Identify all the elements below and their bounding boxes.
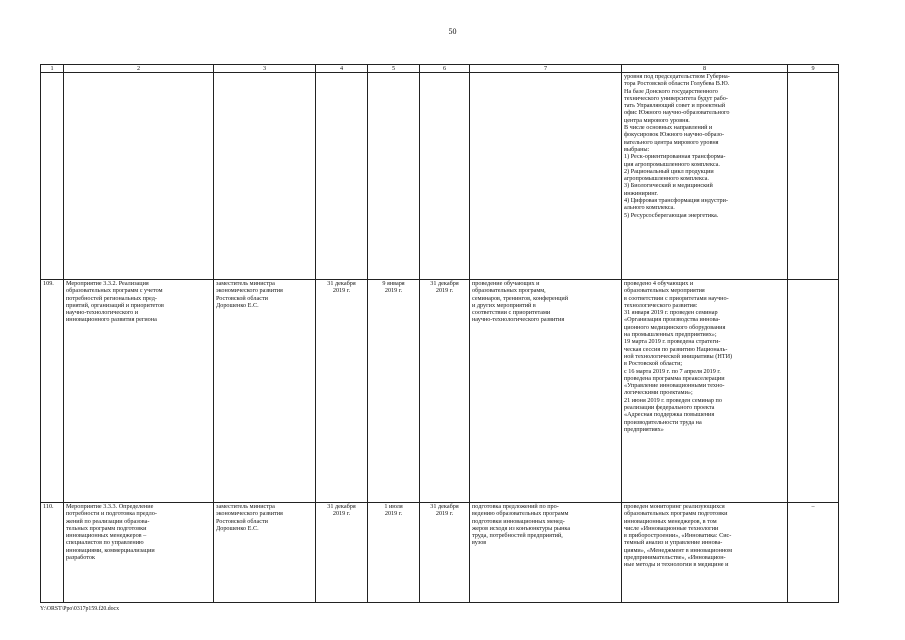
row-number-cell — [41, 73, 64, 280]
text-line: подготовка предложений по про- — [472, 503, 559, 510]
text-line: на промышленных предприятиях»; — [624, 331, 717, 339]
text-line: 2019 г. — [435, 287, 454, 295]
text-line: 5) Ресурсосберегающая энергетика. — [624, 211, 719, 219]
text-line: 31 января 2019 г. проведен семинар — [624, 309, 718, 317]
table-header-row — [41, 65, 839, 73]
text-line: проведена программа преакселерации — [624, 374, 725, 382]
text-line: 2019 г. — [435, 510, 454, 518]
measure-name-cell — [64, 73, 214, 280]
text-line: числе «Инновационные технологии — [624, 524, 719, 532]
text-line: уровня под председательством Губерна- — [624, 73, 730, 80]
text-line: технологического развития: — [624, 301, 698, 309]
text-line: инновационного развития региона — [66, 316, 157, 324]
text-line: предприятиях» — [624, 425, 664, 433]
deviation-reason-cell — [788, 280, 839, 503]
text-line: проведено 4 обучающих и — [624, 280, 694, 287]
text-line: Мероприятие 3.3.2. Реализация — [66, 280, 149, 287]
actual-start-date-cell — [368, 73, 420, 280]
text-line: образовательных программ, — [472, 287, 546, 295]
text-line: в соответствии с приоритетами научно- — [624, 294, 729, 302]
text-line: соответствии с приоритетами — [472, 309, 551, 317]
text-line: труда, потребностей предприятий, — [472, 532, 563, 540]
text-line: ального комплекса. — [624, 204, 675, 212]
text-line: с 16 марта 2019 г. по 7 апреля 2019 г. — [624, 367, 721, 375]
responsible-person-cell — [214, 280, 316, 503]
text-line: экономического развития — [216, 510, 283, 518]
text-line: приятий, организаций и приоритетов — [66, 301, 164, 309]
column-number: 5 — [368, 65, 420, 73]
deviation-reason-cell — [788, 73, 839, 280]
actual-start-date-cell — [368, 280, 420, 503]
planned-date-cell — [316, 503, 368, 603]
text-line: разработок — [66, 554, 96, 562]
text-line: специалистов по управлению — [66, 539, 144, 547]
table-row — [41, 73, 839, 280]
text-line: 2019 г. — [332, 510, 351, 518]
text-line: проведен мониторинг реализующихся — [624, 503, 725, 510]
row-number-cell: 109. — [41, 280, 64, 503]
report-table — [40, 64, 839, 603]
expected-result-cell — [470, 280, 622, 503]
table-row — [41, 503, 839, 603]
text-line: Ростовской области — [216, 517, 268, 525]
actual-result-cell — [622, 503, 788, 603]
text-line: инновационных менеджеров, в том — [624, 517, 717, 525]
text-line: потребности и подготовка предло- — [66, 510, 157, 518]
text-line: ция агропромышленного комплекса. — [624, 160, 720, 168]
text-line: 19 марта 2019 г. проведена стратеги- — [624, 338, 721, 346]
text-line: инновациями, коммерциализации — [66, 546, 155, 554]
text-line: Дорошенко Е.С. — [216, 524, 259, 532]
planned-date-cell — [316, 280, 368, 503]
text-line: 1 июля — [384, 503, 403, 510]
text-line: технического университета будут рабо- — [624, 94, 728, 102]
planned-date-cell — [316, 73, 368, 280]
column-number: 4 — [316, 65, 368, 73]
text-line: Ростовской области — [216, 294, 268, 302]
actual-end-date-cell — [420, 503, 470, 603]
column-number: 6 — [420, 65, 470, 73]
text-line: предпринимательстве», «Инновацион- — [624, 554, 726, 562]
text-line: вузов — [472, 539, 487, 547]
text-line: производительности труда на — [624, 418, 702, 426]
text-line: подготовки инновационных менед- — [472, 517, 565, 525]
text-line: 31 декабря — [430, 280, 459, 287]
text-line: вательного центра мирового уровня — [624, 138, 719, 146]
responsible-person-cell — [214, 73, 316, 280]
text-line: образовательных мероприятия — [624, 287, 705, 295]
text-line: 31 декабря — [327, 503, 356, 510]
text-line: центра мирового уровня. — [624, 116, 690, 124]
text-line: 2) Рациональный цикл продукции — [624, 167, 714, 175]
text-line: в Ростовской области; — [624, 360, 683, 368]
column-number: 8 — [622, 65, 788, 73]
actual-end-date-cell — [420, 280, 470, 503]
actual-start-date-cell — [368, 503, 420, 603]
text-line: ные методы и технологии в медицине и — [624, 561, 729, 569]
text-line: 2019 г. — [384, 287, 403, 295]
text-line: жеров исходя из конъюнктуры рынка — [472, 524, 571, 532]
text-line: экономического развития — [216, 287, 283, 295]
table-row — [41, 280, 839, 503]
text-line: инжиниринг. — [624, 189, 658, 197]
text-line: агропромышленного комплекса. — [624, 175, 709, 183]
text-line: потребностей региональных пред- — [66, 294, 157, 302]
actual-result-cell — [622, 280, 788, 503]
text-line: логическими проектами»; — [624, 389, 693, 397]
text-line: «Управление инновационными техно- — [624, 382, 725, 390]
text-line: образовательных программ подготовки — [624, 510, 728, 518]
text-line: 3) Биологический и медицинский — [624, 182, 713, 190]
page-number: 50 — [448, 27, 457, 36]
text-line: На базе Донского государственного — [624, 87, 718, 95]
actual-result-cell — [622, 73, 788, 280]
text-line: 4) Цифровая трансформация индустри- — [624, 197, 729, 205]
text-line: фокусировок Южного научно-образо- — [624, 131, 725, 139]
text-line: 31 декабря — [430, 503, 459, 510]
text-line: В числе основных направлений и — [624, 124, 713, 132]
text-line: семинаров, тренингов, конференций — [472, 294, 569, 302]
column-number: 9 — [788, 65, 839, 73]
text-line: заместитель министра — [216, 503, 275, 510]
text-line: офис Южного научно-образовательного — [624, 109, 730, 117]
column-number: 3 — [214, 65, 316, 73]
text-line: жений по реализации образова- — [66, 517, 150, 525]
text-line: проведение обучающих и — [472, 280, 540, 287]
text-line: выбраны: — [624, 145, 650, 153]
expected-result-cell — [470, 73, 622, 280]
text-line: научно-технологического и — [66, 309, 139, 317]
text-line: заместитель министра — [216, 280, 275, 287]
column-number: 1 — [41, 65, 64, 73]
text-line: тора Ростовской области Голубева В.Ю. — [624, 80, 730, 88]
text-line: в приборостроении», «Инноватика: Сис- — [624, 532, 732, 540]
text-line: 2019 г. — [332, 287, 351, 295]
row-number-cell: 110. — [41, 503, 64, 603]
text-line: 21 июня 2019 г. проведен семинар по — [624, 396, 722, 404]
text-line: ческая сессия по развитию Националь- — [624, 345, 728, 353]
text-line: и других мероприятий в — [472, 301, 536, 309]
text-line: темный анализ и управление иннова- — [624, 539, 723, 547]
column-number: 2 — [64, 65, 214, 73]
expected-result-cell — [470, 503, 622, 603]
text-line: ведению образовательных программ — [472, 510, 569, 518]
responsible-person-cell — [214, 503, 316, 603]
text-line: инновационных менеджеров – — [66, 532, 147, 540]
text-line: образовательных программ с учетом — [66, 287, 163, 295]
text-line: 31 декабря — [327, 280, 356, 287]
actual-end-date-cell — [420, 73, 470, 280]
text-line: 9 января — [382, 280, 405, 287]
text-line: научно-технологического развития — [472, 316, 565, 324]
text-line: 1) Реск-ориентированная трансформа- — [624, 153, 726, 161]
text-line: тать Управляющий совет и проектный — [624, 102, 726, 110]
measure-name-cell — [64, 280, 214, 503]
text-line: «Организация производства иннова- — [624, 316, 721, 324]
text-line: Мероприятие 3.3.3. Определение — [66, 503, 154, 510]
text-line: реализации федерального проекта — [624, 404, 715, 412]
text-line: Дорошенко Е.С. — [216, 301, 259, 309]
table-body — [41, 65, 839, 603]
text-line: тельных программ подготовки — [66, 524, 147, 532]
column-number: 7 — [470, 65, 622, 73]
text-line: ной технологической инициативы (НТИ) — [624, 352, 733, 360]
deviation-reason-cell: – — [788, 503, 839, 603]
text-line: 2019 г. — [384, 510, 403, 518]
text-line: циями», «Менеджмент в инновационном — [624, 546, 733, 554]
text-line: ционного медицинского оборудования — [624, 323, 726, 331]
text-line: «Адресная поддержка повышения — [624, 411, 715, 419]
measure-name-cell — [64, 503, 214, 603]
file-path-footer: Y:\ORST\Ppo\0317p159.f20.docx — [40, 606, 120, 612]
